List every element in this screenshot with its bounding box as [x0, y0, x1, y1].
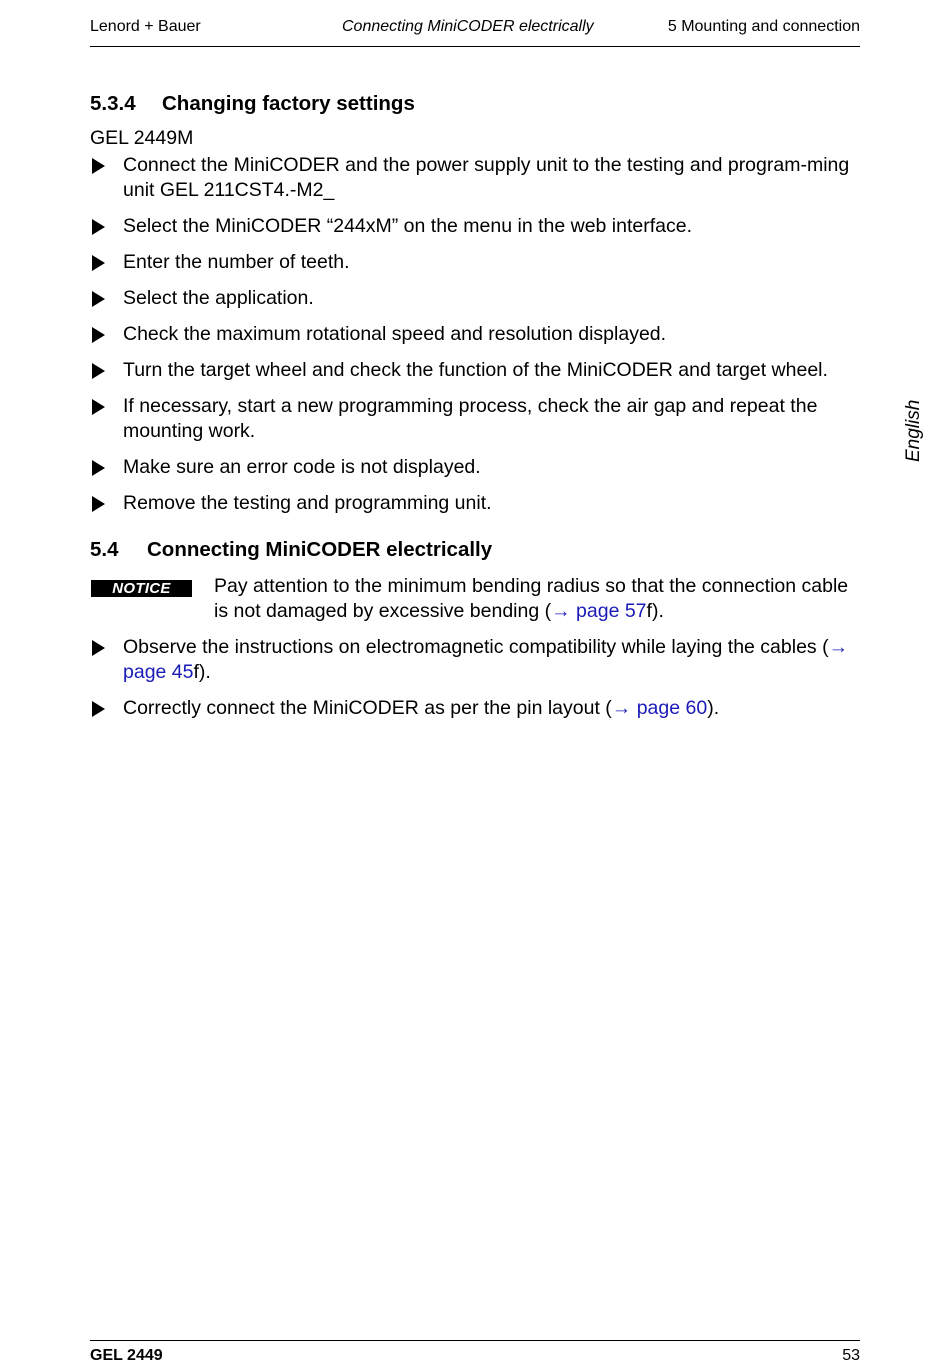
- section-heading-5-3-4: [90, 90, 860, 118]
- steps-list-5-4: [90, 635, 860, 721]
- page-link[interactable]: → page 45: [123, 636, 849, 683]
- list-item: Turn the target wheel and check the function of the MiniCODER and target wheel.: [90, 358, 860, 383]
- steps-list-5-3-4: [90, 153, 860, 516]
- device-subtitle: GEL 2449M: [90, 127, 194, 149]
- notice-badge: NOTICE: [91, 580, 192, 597]
- list-item: If necessary, start a new programming process, check the air gap and repeat the mounting work.: [90, 394, 860, 444]
- list-item: Correctly connect the MiniCODER as per the pin layout (→ page 60).: [90, 696, 860, 721]
- header-chapter: 5 Mounting and connection: [667, 18, 860, 35]
- list-item: Enter the number of teeth.: [90, 250, 860, 275]
- page-number: 53: [842, 1347, 860, 1364]
- list-item: Make sure an error code is not displayed.: [90, 455, 860, 480]
- page-footer: [90, 1340, 860, 1364]
- page-header: [90, 17, 860, 47]
- bullet-triangle-icon: [92, 496, 105, 512]
- header-company: Lenord + Bauer: [90, 18, 201, 35]
- bullet-triangle-icon: [92, 460, 105, 476]
- section-number: 5.4: [90, 538, 119, 561]
- section-heading-5-4: [90, 536, 860, 564]
- header-section-title: Connecting MiniCODER electrically: [342, 18, 594, 35]
- bullet-triangle-icon: [92, 363, 105, 379]
- bullet-triangle-icon: [92, 640, 105, 656]
- bullet-triangle-icon: [92, 701, 105, 717]
- footer-product: GEL 2449: [90, 1347, 163, 1364]
- bullet-triangle-icon: [92, 255, 105, 271]
- list-item: Remove the testing and programming unit.: [90, 491, 860, 516]
- list-item: Select the MiniCODER “244xM” on the menu in the web interface.: [90, 214, 860, 239]
- page-content: [90, 90, 860, 732]
- list-item: Connect the MiniCODER and the power supply unit to the testing and program-ming unit GEL 211CST4‮‏_2M-.: [90, 153, 860, 203]
- section-title: Changing factory settings: [162, 92, 415, 115]
- page-link[interactable]: → page 60: [611, 697, 708, 719]
- bullet-triangle-icon: [92, 158, 105, 174]
- language-tab: English: [903, 399, 924, 462]
- bullet-triangle-icon: [92, 399, 105, 415]
- section-number: 5.3.4: [90, 92, 136, 115]
- bullet-triangle-icon: [92, 219, 105, 235]
- list-item: Observe the instructions on electromagnetic compatibility while laying the cables (→ page 45f).: [90, 635, 860, 685]
- list-item: Check the maximum rotational speed and resolution displayed.: [90, 322, 860, 347]
- section-title: Connecting MiniCODER electrically: [147, 538, 493, 561]
- notice-block: NOTICE Pay attention to the minimum bending radius so that the connection cable is not damaged by excessive bending (→ page 57f).: [90, 574, 860, 624]
- bullet-triangle-icon: [92, 291, 105, 307]
- page-link[interactable]: → page 57: [551, 600, 647, 622]
- list-item: Select the application.: [90, 286, 860, 311]
- bullet-triangle-icon: [92, 327, 105, 343]
